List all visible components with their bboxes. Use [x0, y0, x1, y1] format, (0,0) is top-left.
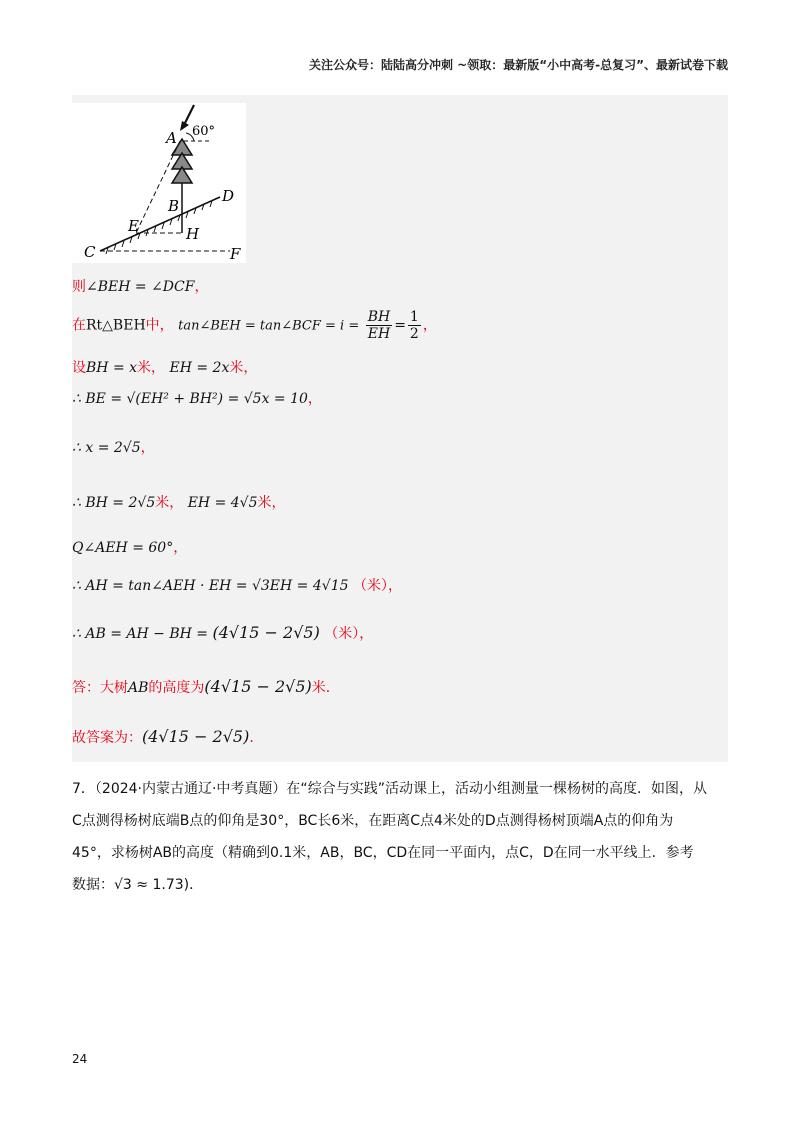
solution-line-5: ∴ x = 2√5， [72, 440, 155, 456]
solution-line-3: 设BH = x米， EH = 2x米， [72, 360, 258, 376]
solution-line-2: 在Rt△BEH中， tan∠BEH = tan∠BCF = i = $\frac{BH}{EH}$ = $\frac{1}{2}$ ， [72, 309, 437, 342]
label-a: A [166, 129, 177, 147]
solution-line-9: ∴ AB = AH − BH = (4√15 − 2√5) （米）， [72, 623, 374, 642]
label-b: B [168, 197, 180, 215]
tree-slope-diagram [72, 103, 246, 263]
solution-line-11: 故答案为：(4√15 − 2√5). [72, 727, 254, 746]
solution-line-6: ∴ BH = 2√5米， EH = 4√5米， [72, 495, 286, 511]
solution-panel [72, 95, 728, 762]
problem-line-3: 45°，求杨树AB的高度（精确到0.1米，AB，BC，CD在同一平面内，点C，D在同一水平线上．参考 [72, 845, 694, 861]
label-e: E [128, 217, 139, 235]
problem-line-1: 7．（2024·内蒙古通辽·中考真题）在“综合与实践”活动课上，活动小组测量一棵杨树的高度．如图，从 [72, 781, 707, 797]
label-c: C [84, 243, 96, 261]
page-header: 关注公众号：陆陆高分冲刺 ~领取：最新版“小中高考-总复习”、最新试卷下载 [309, 58, 728, 72]
label-angle: 60° [192, 124, 216, 139]
solution-line-8: ∴ AH = tan∠AEH · EH = √3EH = 4√15 （米）， [72, 578, 402, 594]
fraction-one-half: $\frac{1}{2}$ [409, 309, 419, 342]
problem-line-2: C点测得杨树底端B点的仰角是30°，BC长6米，在距离C点4米处的D点测得杨树顶端A点的仰角为 [72, 813, 674, 829]
label-h: H [186, 225, 200, 243]
problem-7 [72, 773, 732, 901]
solution-line-7: Q∠AEH = 60°， [72, 540, 188, 556]
solution-line-1: 则∠BEH = ∠DCF， [72, 279, 209, 295]
solution-line-4: ∴ BE = √(EH² + BH²) = √5x = 10， [72, 391, 322, 407]
fraction-bh-eh: $\frac{BH}{EH}$ [367, 309, 391, 342]
solution-line-10: 答：大树AB的高度为(4√15 − 2√5)米. [72, 677, 331, 696]
label-f: F [230, 245, 241, 263]
geometry-figure [72, 103, 246, 263]
page-number: 24 [72, 1052, 88, 1066]
problem-line-4: 数据：√3 ≈ 1.73)． [72, 877, 204, 893]
label-d: D [222, 187, 235, 205]
